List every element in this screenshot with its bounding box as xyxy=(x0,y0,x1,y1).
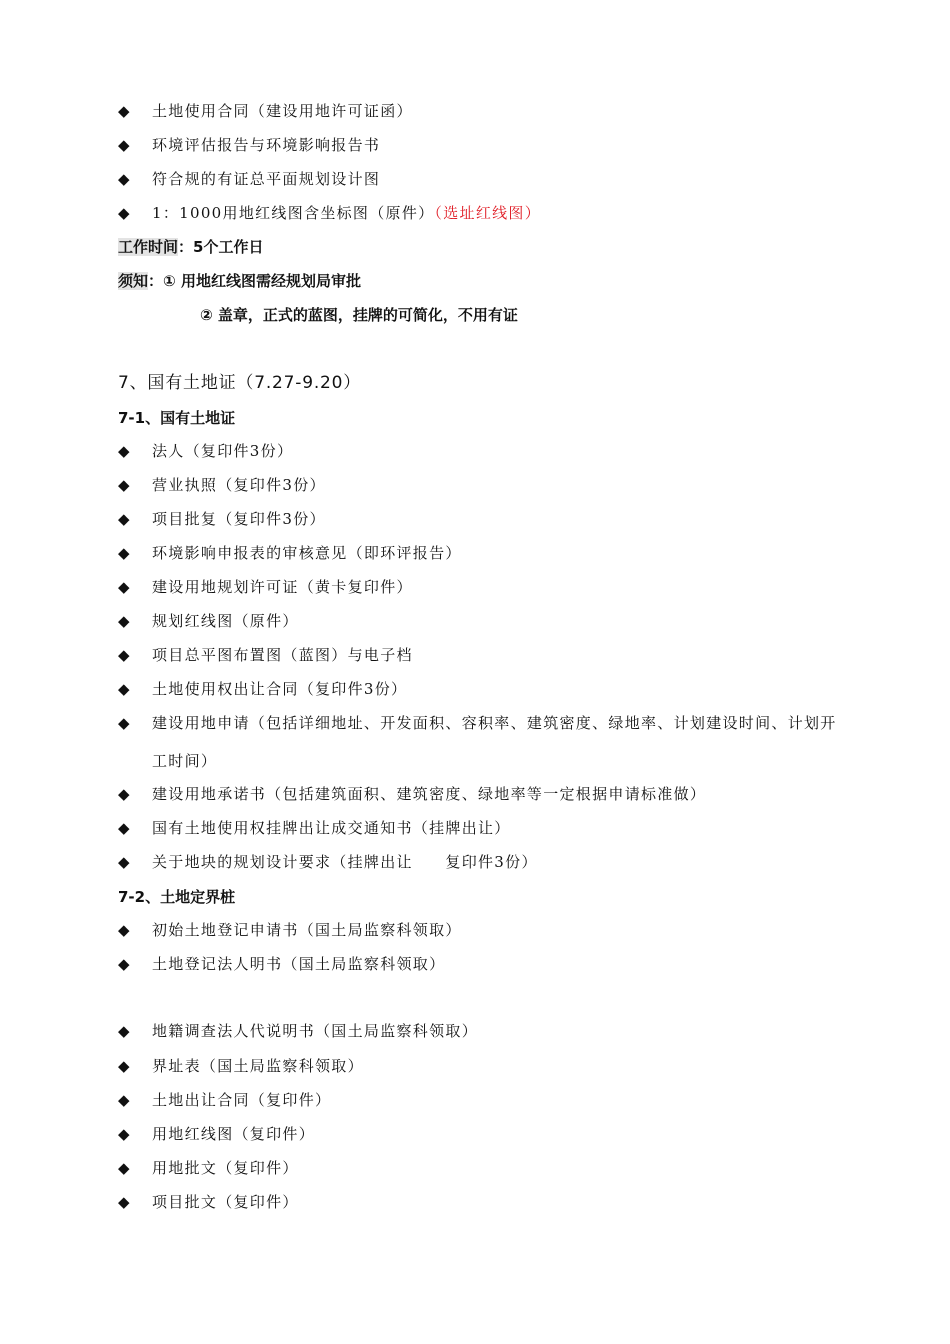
red-note: （选址红线图） xyxy=(434,204,542,222)
list-item xyxy=(118,1124,870,1144)
list-item-text: 土地登记法人明书（国土局监察科领取） xyxy=(152,955,446,973)
diamond-bullet-icon: ◆ xyxy=(118,476,130,494)
list-item-text: 建设用地承诺书（包括建筑面积、建筑密度、绿地率等一定根据申请标准做） xyxy=(152,785,707,803)
diamond-bullet-icon: ◆ xyxy=(118,955,130,973)
list-item xyxy=(118,1056,870,1076)
list-item xyxy=(118,509,870,529)
notice-line xyxy=(118,271,361,291)
list-item xyxy=(118,954,870,974)
diamond-bullet-icon: ◆ xyxy=(118,921,130,939)
list-item xyxy=(118,1021,870,1041)
list-item xyxy=(118,441,870,461)
diamond-bullet-icon: ◆ xyxy=(118,1125,130,1143)
list-item-text: 土地使用权出让合同（复印件3份） xyxy=(152,680,408,698)
diamond-bullet-icon: ◆ xyxy=(118,785,130,803)
list-item xyxy=(118,679,870,699)
list-item-text: 地籍调查法人代说明书（国土局监察科领取） xyxy=(152,1022,479,1040)
list-item xyxy=(118,852,870,872)
subsection-title: 7-1、国有土地证 xyxy=(118,409,236,427)
diamond-bullet-icon: ◆ xyxy=(118,510,130,528)
work-time-label: 工作时间 xyxy=(118,238,179,256)
diamond-bullet-icon: ◆ xyxy=(118,853,130,871)
list-item-text: 营业执照（复印件3份） xyxy=(152,476,326,494)
diamond-bullet-icon: ◆ xyxy=(118,819,130,837)
list-item-text: 用地批文（复印件） xyxy=(152,1159,299,1177)
list-item xyxy=(118,543,870,563)
work-time-value: ：5个工作日 xyxy=(178,238,264,256)
list-item xyxy=(118,169,870,189)
diamond-bullet-icon: ◆ xyxy=(118,1159,130,1177)
list-item xyxy=(118,1158,870,1178)
list-item xyxy=(118,645,870,665)
work-time-line xyxy=(118,237,263,257)
list-item-text: 初始土地登记申请书（国土局监察科领取） xyxy=(152,921,462,939)
diamond-bullet-icon: ◆ xyxy=(118,136,130,154)
diamond-bullet-icon: ◆ xyxy=(118,204,130,222)
list-item xyxy=(118,135,870,155)
diamond-bullet-icon: ◆ xyxy=(118,1193,130,1211)
list-item xyxy=(118,784,870,804)
diamond-bullet-icon: ◆ xyxy=(118,612,130,630)
list-item-text: 建设用地规划许可证（黄卡复印件） xyxy=(152,578,413,596)
diamond-bullet-icon: ◆ xyxy=(118,578,130,596)
list-item xyxy=(118,818,870,838)
list-item xyxy=(118,101,870,121)
notice-label: 须知 xyxy=(118,272,149,290)
list-item-text: 关于地块的规划设计要求（挂牌出让 复印件3份） xyxy=(152,853,538,871)
list-item xyxy=(118,1090,870,1110)
diamond-bullet-icon: ◆ xyxy=(118,1091,130,1109)
list-item-text: 1：1000用地红线图含坐标图（原件） xyxy=(152,204,435,222)
diamond-bullet-icon: ◆ xyxy=(118,1057,130,1075)
list-item xyxy=(118,611,870,631)
list-item-text: 环境影响申报表的审核意见（即环评报告） xyxy=(152,544,462,562)
diamond-bullet-icon: ◆ xyxy=(118,170,130,188)
diamond-bullet-icon: ◆ xyxy=(118,646,130,664)
notice-line-2: ② 盖章，正式的蓝图，挂牌的可简化，不用有证 xyxy=(200,306,518,324)
list-item xyxy=(118,577,870,597)
diamond-bullet-icon: ◆ xyxy=(118,714,130,732)
list-item xyxy=(118,1192,870,1212)
subsection-title: 7-2、土地定界桩 xyxy=(118,888,236,906)
list-item-text: 环境评估报告与环境影响报告书 xyxy=(152,136,381,154)
diamond-bullet-icon: ◆ xyxy=(118,544,130,562)
list-item-text: 项目批复（复印件3份） xyxy=(152,510,326,528)
list-item-text: 项目总平图布置图（蓝图）与电子档 xyxy=(152,646,413,664)
diamond-bullet-icon: ◆ xyxy=(118,1022,130,1040)
diamond-bullet-icon: ◆ xyxy=(118,680,130,698)
list-item-text: 符合规的有证总平面规划设计图 xyxy=(152,170,381,188)
list-item-text: 项目批文（复印件） xyxy=(152,1193,299,1211)
diamond-bullet-icon: ◆ xyxy=(118,442,130,460)
list-item-text: 界址表（国土局监察科领取） xyxy=(152,1057,364,1075)
list-item-text: 国有土地使用权挂牌出让成交通知书（挂牌出让） xyxy=(152,819,511,837)
list-item xyxy=(118,475,870,495)
section-title: 7、国有土地证（7.27-9.20） xyxy=(118,373,362,393)
list-item-text: 土地出让合同（复印件） xyxy=(152,1091,332,1109)
list-item-text: 土地使用合同（建设用地许可证函） xyxy=(152,102,413,120)
list-item xyxy=(118,920,870,940)
list-item-text: 规划红线图（原件） xyxy=(152,612,299,630)
list-item-text-wrapped: 建设用地申请（包括详细地址、开发面积、容积率、建筑密度、绿地率、计划建设时间、计划开工时间） xyxy=(152,714,837,770)
diamond-bullet-icon: ◆ xyxy=(118,102,130,120)
list-item-text: 用地红线图（复印件） xyxy=(152,1125,316,1143)
list-item xyxy=(118,203,870,223)
notice-line-1: ：① 用地红线图需经规划局审批 xyxy=(148,272,361,290)
list-item-text: 法人（复印件3份） xyxy=(152,442,294,460)
